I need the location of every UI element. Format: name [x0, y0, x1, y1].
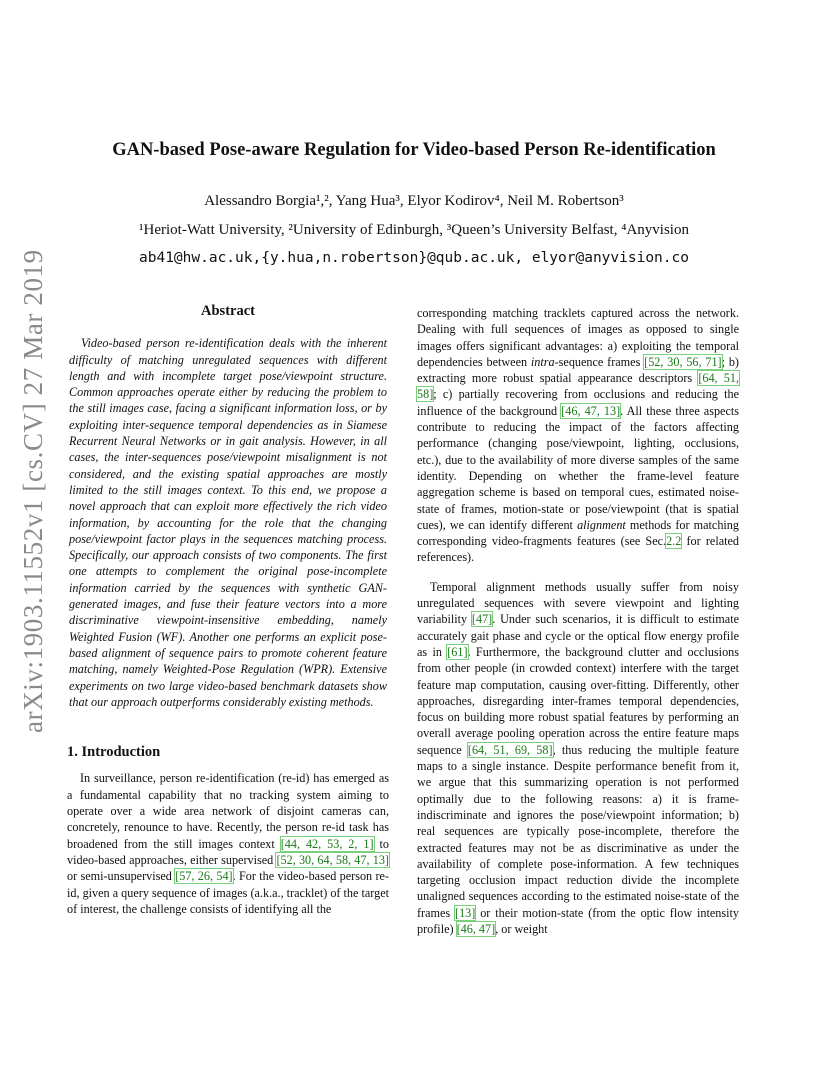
- text-run: ; c) partially recovering from occlusions and reducing the influence of the background: [417, 387, 739, 418]
- text-run: ; b) extracting more robust spatial appearance descriptors: [417, 354, 739, 386]
- arxiv-stamp: [16, 249, 50, 733]
- right-column: [417, 305, 739, 937]
- arxiv-stamp-text: arXiv:1903.11552v1 [cs.CV] 27 Mar 2019: [18, 249, 48, 733]
- citation-link[interactable]: [64, 51, 69, 58]: [467, 742, 553, 757]
- text-run: . Under such scenarios, it is difficult to estimate accurately gait phase and cycle or the optical flow energy profile as in: [417, 612, 739, 659]
- text-run: methods for matching corresponding video-fragments features (see Sec.: [417, 517, 739, 549]
- text-run: , or weight: [495, 921, 548, 936]
- text-run: Temporal alignment methods usually suffer from noisy unregulated sequences with severe viewpoint and lighting variability: [417, 579, 739, 627]
- text-run: to video-based approaches, either supervised: [67, 836, 389, 867]
- left-column: [67, 303, 389, 917]
- citation-link[interactable]: [52, 30, 64, 58, 47, 13]: [276, 852, 389, 867]
- affiliations: ¹Heriot-Watt University, ²University of Edinburgh, ³Queen’s University Belfast, ⁴Anyvision: [139, 222, 689, 238]
- section-link[interactable]: 2.2: [666, 534, 682, 549]
- citation-link[interactable]: [64, 51, 58]: [417, 371, 740, 402]
- citation-link[interactable]: [52, 30, 56, 71]: [644, 354, 722, 369]
- citation-link[interactable]: [46, 47, 13]: [561, 403, 621, 418]
- paper-title: GAN-based Pose-aware Regulation for Video-based Person Re-identification: [112, 140, 716, 160]
- text-run: . For the video-based person re-id, given a query sequence of images (a.k.a., tracklet) of the target of interest, the challenge consists of identifying all the: [67, 869, 389, 916]
- citation-link[interactable]: [46, 47]: [456, 921, 496, 936]
- emphasis: alignment: [577, 517, 626, 532]
- text-run: -sequence frames: [554, 354, 645, 369]
- citation-link[interactable]: [61]: [447, 644, 468, 659]
- abstract-heading: Abstract: [201, 303, 255, 319]
- text-run: or their motion-state (from the optic flow intensity profile): [417, 905, 739, 936]
- author-emails: ab41@hw.ac.uk,{y.hua,n.robertson}@qub.ac.uk, elyor@anyvision.co: [139, 250, 689, 266]
- author-list: Alessandro Borgia¹,², Yang Hua³, Elyor Kodirov⁴, Neil M. Robertson³: [204, 193, 624, 209]
- citation-link[interactable]: [47]: [471, 612, 493, 627]
- emphasis: intra: [530, 354, 555, 369]
- text-run: for related references).: [417, 534, 739, 565]
- right-paragraph-2: [417, 579, 739, 938]
- text-run: . All these three aspects contribute to reducing the impact of the factors affecting performance (changing pose/viewpoint, lighting, occlusions, etc.), due to the availability of more diverse samples of the same identity. Depending on whether the frame-level feature aggregation scheme is based on temporal cues, estimated noise-state of frames, motion-state or pose/viewpoint (that is spatial cues), we can identify different: [417, 403, 739, 532]
- text-run: or semi-unsupervised: [67, 869, 176, 884]
- text-run: , thus reducing the multiple feature maps to a single instance. Despite performance benefit from it, we argue that this summarizing operation is not performed optimally due to the following reasons: a) it is frame-indiscriminate and ignores the pose/viewpoint information; b) real sequences are typically pose-incomplete, therefore the extracted features may not be as discriminative as under the availability of complete pose-information. A few techniques targeting occlusion impact reduction divide the incomplete unaligned sequences according to the estimated noise-state of the frames: [417, 742, 739, 920]
- citation-link[interactable]: [44, 42, 53, 2, 1]: [280, 836, 374, 851]
- intro-heading: 1. Introduction: [67, 744, 161, 761]
- citation-link[interactable]: [57, 26, 54]: [175, 869, 233, 884]
- text-run: . Furthermore, the background clutter and occlusions from other people (in crowded context) interfere with the target feature map computation, causing over-fitting. Differently, other approaches, disregarding inter-frames temporal dependencies, focus on building more robust spatial features by performing an overall average pooling operation across the entire feature maps sequence: [417, 644, 739, 757]
- text-run: corresponding matching tracklets captured across the network. Dealing with full sequences of images as opposed to single images offers significant advantages: a) exploiting the temporal dependencies between: [417, 306, 739, 369]
- text-run: In surveillance, person re-identification (re-id) has emerged as a fundamental capability that no tracking system aiming to operate over a wide area network of disjoint cameras can, concretely, renounce to have. Recently, the person re-id task has broadened from the still images context: [67, 771, 389, 851]
- intro-paragraph-1: [67, 770, 389, 917]
- citation-link[interactable]: [13]: [455, 905, 476, 920]
- abstract-text: Video-based person re-identification deals with the inherent difficulty of matching unregulated sequences with different length and with incomplete target pose/viewpoint structure. Common approaches operate either by reducing the problem to the still images case, facing a significant information loss, or by exploiting inter-sequence temporal dependencies as in Siamese Recurrent Neural Networks or in gait analysis. However, in all cases, the inter-sequences pose/viewpoint misalignment is not considered, and the existing spatial approaches are mostly limited to the still images context. To this end, we propose a novel approach that can exploit more effectively the rich video information, by accounting for the role that the changing pose/viewpoint factor plays in the sequences matching process. Specifically, our approach consists of two components. The first one attempts to complement the original pose-incomplete information carried by the sequences with synthetic GAN-generated images, and fuse their feature vectors into a more discriminative viewpoint-insensitive embedding, namely Weighted Fusion (WF). Another one performs an explicit pose-based alignment of sequence pairs to promote coherent feature matching, namely Weighted-Pose Regulation (WPR). Extensive experiments on two large video-based benchmark datasets show that our approach outperforms considerably existing methods.: [69, 336, 387, 709]
- right-paragraph-1: [417, 305, 739, 566]
